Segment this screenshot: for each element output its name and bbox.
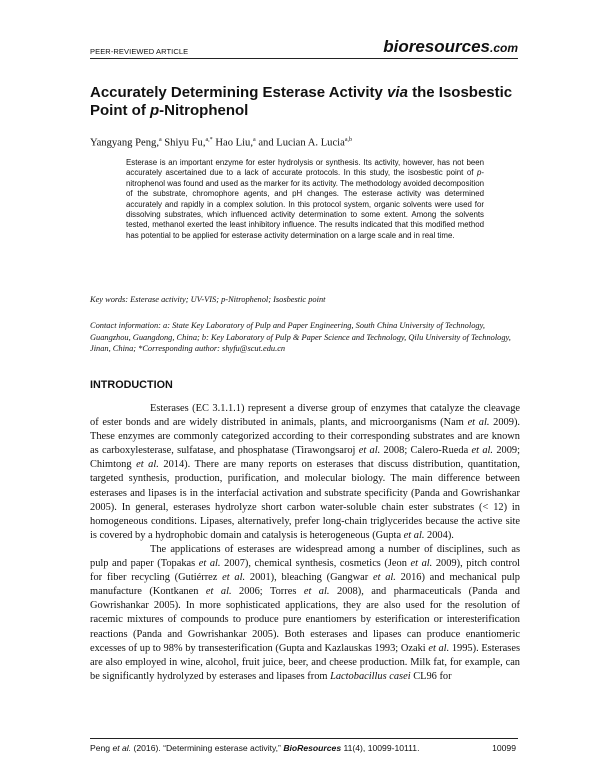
paragraph: The applications of esterases are widespread among a number of disciplines, such as pulp and paper (Topakas et al. 2007), chemical synthesis, cosmetics (Jeon et al. 2009), pitch control for fiber recycling (Gutiérrez et al. 2001), bleaching (Gangwar et al. 2016) and mechanical pulp manufacture (Kontkanen et al. 2006; Torres et al. 2008), and pharmaceuticals (Panda and Gowrishankar 2005). In more sophisticated applications, they are also used for the resolution of racemic mixtures of compounds to produce pure enantiomers by esterification or interesterification reactions (Panda and Gowrishankar 2005). Both esterases and lipases can produce enantiomeric excesses of up to 98% by transesterification (Gupta and Kazlauskas 1993; Ozaki et al. 1995). Esterases are also employed in wine, alcohol, fruit juice, beer, and cheese production. Milk fat, for example, can be significantly hydrolyzed by esterases and lipases from Lactobacillus casei CL96 for <box>90 543 521 682</box>
journal-title: BioResources <box>283 743 342 753</box>
author-name: Hao Liu, <box>212 137 253 149</box>
keywords: Key words: Esterase activity; UV-VIS; p-Nitrophenol; Isosbestic point <box>90 295 326 304</box>
page-footer <box>90 738 518 759</box>
author-name: Yangyang Peng, <box>90 137 159 149</box>
article-type-label: PEER-REVIEWED ARTICLE <box>90 47 189 56</box>
paragraph: Esterases (EC 3.1.1.1) represent a diverse group of enzymes that catalyze the cleavage of ester bonds and are widely distributed in animals, plants, and microorganisms (Nam et al. 2009). These enzymes are commonly categorized according to their corresponding substrates and are known as carboxylesterase, sulfatase, and phosphatase (Tirawongsaroj et al. 2008; Calero-Rueda et al. 2009; Chimtong et al. 2014). There are many reports on esterases that discuss distribution, quantitation, targeted synthesis, production, purification, and molecular biology. The main difference between esterases and lipases is in the interfacial activation and substrate specificity (Panda and Gowrishankar 2005). In general, esterases hydrolyze short carbon water-soluble chain ester substrates (< 12) in homogeneous conditions. Lipases, alternatively, prefer long-chain triglycerides because the active site is covered by a hydrophobic domain and catalysis is heterogeneous (Gupta et al. 2004). <box>90 403 521 541</box>
author-name: Shiyu Fu, <box>161 137 206 149</box>
author-list: Yangyang Peng,$^a$ Shiyu Fu,$^{a,*}$ Hao Liu,$^a$ and Lucian A. Lucia$^{a,b}$ <box>90 137 352 149</box>
journal-logo[interactable] <box>383 37 518 57</box>
page-header <box>90 36 518 59</box>
article-title: Accurately Determining Esterase Activity via the Isosbestic Point of p-Nitrophenol <box>90 84 513 119</box>
page-number: 10099 <box>492 743 516 753</box>
citation: Peng et al. (2016). “Determining esterase activity,” BioResources 11(4), 10099-10111. <box>90 743 420 753</box>
author-name: and Lucian A. Lucia <box>255 137 345 149</box>
contact-information: Contact information: a: State Key Laboratory of Pulp and Paper Engineering, South China University of Technology, Guangzhou, Guangdong, China; b: Key Laboratory of Pulp & Paper Science and Technology, Qilu University of Technology, Jinan, China; *Corresponding author: shyfu@scut.edu.cn <box>90 321 511 354</box>
journal-domain-suffix: .com <box>489 41 518 55</box>
body-text <box>90 402 520 684</box>
abstract: Esterase is an important enzyme for ester hydrolysis or synthesis. Its activity, however, has not been accurately ascertained due to a lack of accurate protocols. In this study, the isosbestic point of p-nitrophenol was found and used as the marker for its activity. The methodology avoided decomposition of the substrate, chromophore agents, and pH changes. The esterase activity was determined accurately and rapidly in a complex solution. In this protocol system, organic solvents were used for dissolving substrates, which influenced activity determination to some extent. Among the solvents tested, methanol exerted the least inhibitory influence. The results indicated that this modified method has potential to be applied for esterase activity determination on a large scale and in real time. <box>126 158 484 240</box>
journal-name: bioresources <box>383 37 490 56</box>
section-heading: INTRODUCTION <box>90 379 173 391</box>
